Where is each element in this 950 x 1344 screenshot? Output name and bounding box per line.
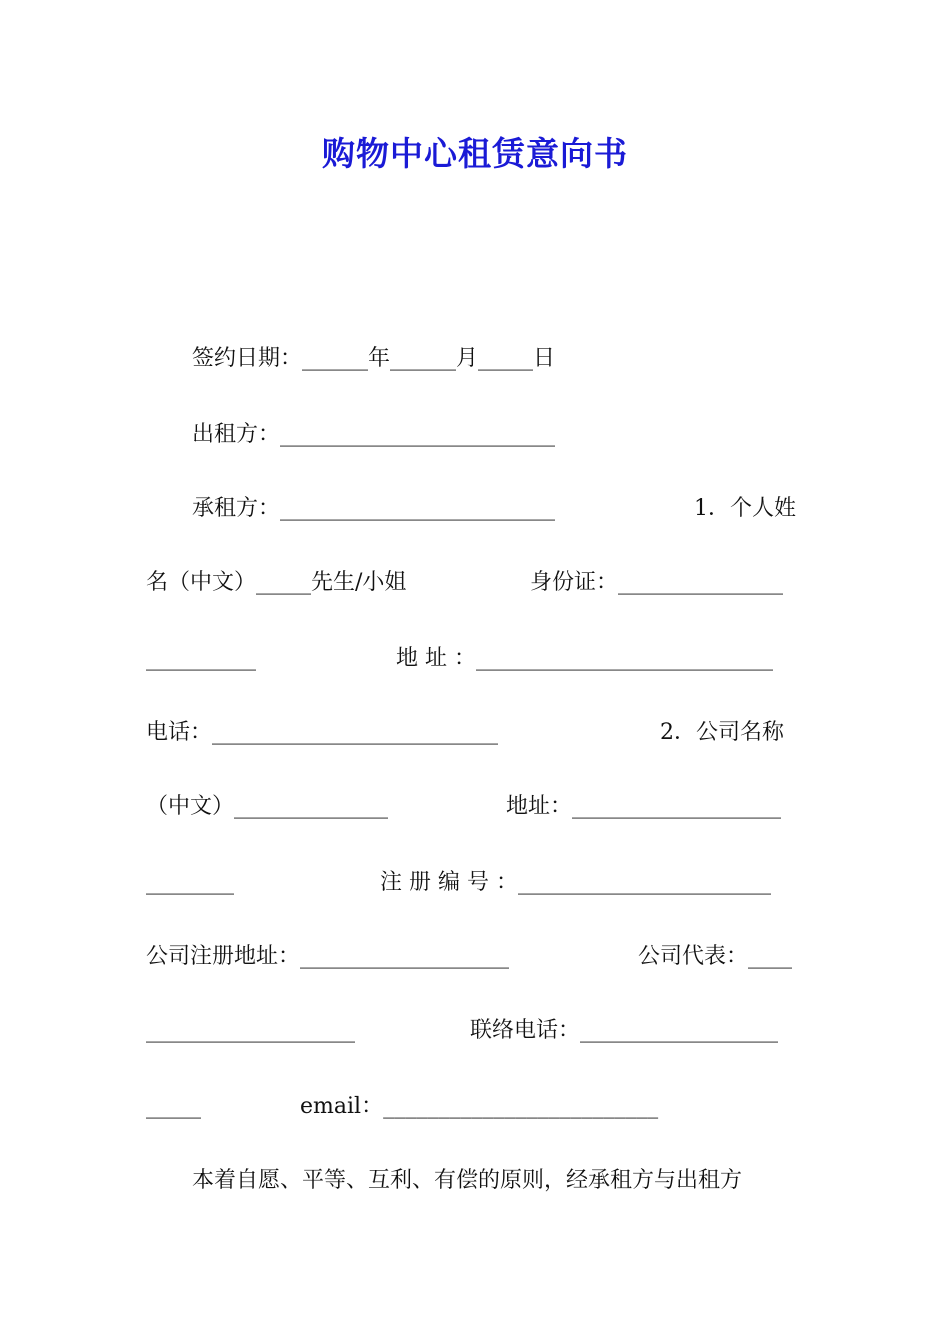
id-card-line: 身份证：_______________	[530, 570, 784, 595]
registered-address-line: 公司注册地址：___________________	[146, 944, 510, 969]
company-name-line: （中文）______________	[146, 794, 389, 819]
company-representative-line: 公司代表：____	[638, 944, 793, 969]
company-address-continuation: ________	[146, 870, 234, 895]
id-card-continuation: __________	[146, 646, 256, 671]
lessor-line: 出租方：_________________________	[192, 422, 556, 447]
company-address-line: 地址：___________________	[506, 794, 782, 819]
company-heading: 2．公司名称	[660, 720, 784, 745]
contact-phone-continuation: _____	[146, 1094, 201, 1119]
individual-address-line: 地 址 ：___________________________	[396, 646, 773, 671]
individual-phone-line: 电话：__________________________	[146, 720, 499, 745]
email-line: email：_________________________	[300, 1094, 659, 1119]
individual-heading: 1．个人姓	[694, 496, 796, 521]
document-title: 购物中心租赁意向书	[322, 134, 628, 173]
contact-phone-line: 联络电话：__________________	[470, 1018, 779, 1043]
lessee-line: 承租方：_________________________	[192, 496, 556, 521]
body-paragraph: 本着自愿、平等、互利、有偿的原则，经承租方与出租方	[192, 1168, 743, 1193]
signing-date-line: 签约日期：______年______月_____日	[192, 346, 556, 371]
registration-number-line: 注 册 编 号 ：_______________________	[380, 870, 771, 895]
representative-continuation: ___________________	[146, 1018, 355, 1043]
individual-name-line: 名（中文）_____先生/小姐	[146, 570, 407, 595]
